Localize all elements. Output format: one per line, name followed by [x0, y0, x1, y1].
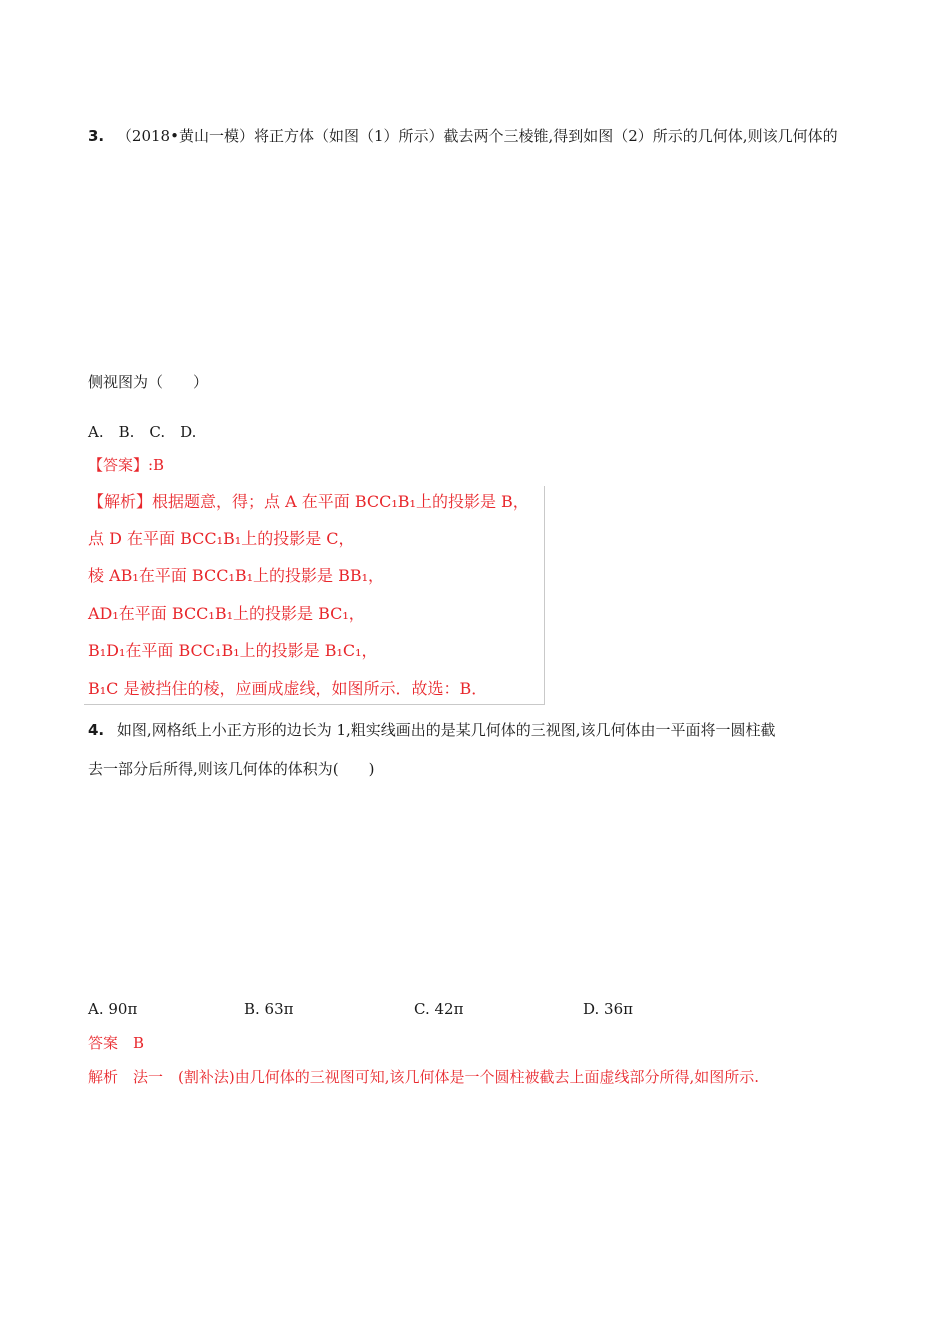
q3-options: A. B. C. D.	[88, 423, 197, 441]
q3-analysis-line: 棱 AB₁在平面 BCC₁B₁上的投影是 BB₁，	[88, 566, 385, 585]
q4-option-d: D. 36π	[583, 1000, 633, 1018]
q3-stem-line1	[88, 126, 838, 146]
q3-analysis-line: B₁C 是被挡住的棱，应画成虚线，如图所示．故选：B．	[88, 679, 488, 698]
q4-stem-line2: 去一部分后所得,则该几何体的体积为( )	[88, 760, 375, 778]
q4-option-b: B. 63π	[244, 1000, 294, 1018]
q3-analysis-line: AD₁在平面 BCC₁B₁上的投影是 BC₁，	[88, 604, 365, 623]
q4-option-c: C. 42π	[414, 1000, 464, 1018]
q3-analysis-line: 点 D 在平面 BCC₁B₁上的投影是 C，	[88, 529, 355, 548]
q3-number: 3.	[88, 127, 105, 145]
q3-analysis-box	[84, 486, 545, 705]
q3-analysis-line: B₁D₁在平面 BCC₁B₁上的投影是 B₁C₁，	[88, 641, 378, 660]
q3-stem-text: （2018•黄山一模）将正方体（如图（1）所示）截去两个三棱锥,得到如图（2）所示的几何体,则该几何体的	[116, 127, 838, 145]
q4-stem-text: 如图,网格纸上小正方形的边长为 1,粗实线画出的是某几何体的三视图,该几何体由一平面将一圆柱截	[116, 721, 776, 739]
q4-number: 4.	[88, 721, 105, 739]
q4-option-a: A. 90π	[88, 1000, 138, 1018]
q4-analysis: 解析 法一 (割补法)由几何体的三视图可知,该几何体是一个圆柱被截去上面虚线部分所得,如图所示.	[88, 1068, 760, 1086]
q4-answer: 答案 B	[88, 1034, 145, 1052]
q3-analysis-line: 【解析】根据题意，得；点 A 在平面 BCC₁B₁上的投影是 B，	[88, 492, 529, 511]
q4-stem-line1	[88, 720, 776, 740]
q3-stem-line2: 侧视图为（ ）	[88, 373, 209, 391]
q3-answer: 【答案】:B	[88, 456, 165, 474]
